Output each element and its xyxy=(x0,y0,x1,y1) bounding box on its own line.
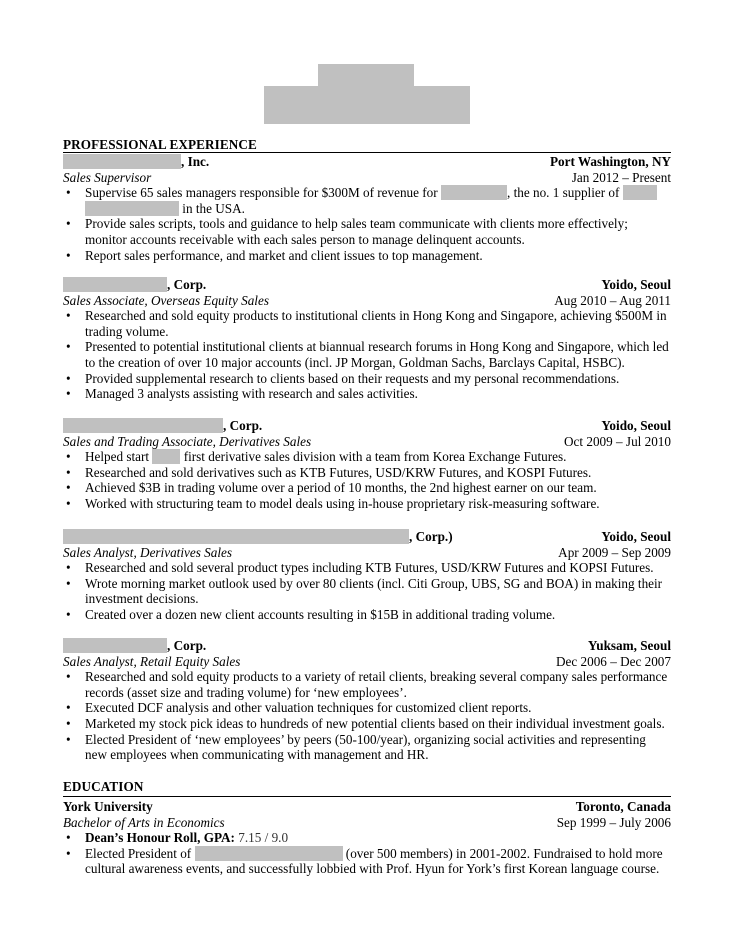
bullet-item: • Researched and sold equity products to institutional clients in Hong Kong and Singapore, achieving $500M in trading volume. xyxy=(63,308,671,339)
redacted-contact xyxy=(264,86,470,124)
redacted-company xyxy=(63,529,409,544)
bullet-item: • Provided supplemental research to clients based on their requests and my personal recommendations. xyxy=(63,371,671,387)
education-rule xyxy=(63,796,671,797)
redacted-name xyxy=(318,64,414,86)
job-entry xyxy=(63,154,671,263)
company-suffix: , Corp.) xyxy=(409,529,453,544)
bullet-item: • Wrote morning market outlook used by over 80 clients (incl. Citi Group, UBS, SG and BOA) in making their investment decisions. xyxy=(63,576,671,607)
bullet-item: • Supervise 65 sales managers responsible for $300M of revenue for , the no. 1 supplier of in the USA. xyxy=(63,185,671,216)
job-location: Yuksam, Seoul xyxy=(587,638,671,653)
education-bullets xyxy=(63,830,671,877)
company-name xyxy=(63,638,206,654)
bullet-item: • Created over a dozen new client accounts resulting in $15B in additional trading volume. xyxy=(63,607,671,623)
bullet-item: • Achieved $3B in trading volume over a period of 10 months, the 2nd highest earner on our team. xyxy=(63,480,671,496)
degree: Bachelor of Arts in Economics xyxy=(63,814,225,830)
job-dates: Jan 2012 – Present xyxy=(571,169,671,185)
education-entry xyxy=(63,799,671,877)
company-name xyxy=(63,277,206,293)
job-bullets xyxy=(63,185,671,263)
bullet-item: • Presented to potential institutional clients at biannual research forums in Hong Kong and Singapore, which led to the creation of over 10 major accounts (incl. JP Morgan, Goldman Sachs, Barclays Capital, HSBC). xyxy=(63,339,671,370)
job-bullets xyxy=(63,669,671,763)
job-bullets xyxy=(63,449,671,511)
bullet-item: • Provide sales scripts, tools and guidance to help sales team communicate with clients more effectively; monitor accounts receivable with each sales person to manage delinquent accounts. xyxy=(63,216,671,247)
company-name xyxy=(63,154,209,170)
redacted-text xyxy=(623,185,657,200)
redacted-company xyxy=(63,277,167,292)
bullet-item: • Elected President of ‘new employees’ by peers (50-100/year), organizing social activities and representing new employees when communicating with management and HR. xyxy=(63,732,671,763)
bullet-item: • Managed 3 analysts assisting with research and sales activities. xyxy=(63,386,671,402)
company-name xyxy=(63,418,262,434)
redacted-company xyxy=(63,638,167,653)
job-title: Sales and Trading Associate, Derivatives Sales xyxy=(63,433,312,449)
job-location: Port Washington, NY xyxy=(549,154,671,169)
bullet-item: • Helped start first derivative sales division with a team from Korea Exchange Futures. xyxy=(63,449,671,465)
redacted-company xyxy=(63,418,223,433)
bullet-item: • Dean’s Honour Roll, GPA: 7.15 / 9.0 xyxy=(63,830,671,846)
job-entry xyxy=(63,529,671,623)
job-location: Yoido, Seoul xyxy=(601,277,671,292)
redacted-text xyxy=(441,185,507,200)
job-title: Sales Associate, Overseas Equity Sales xyxy=(63,292,269,308)
job-dates: Dec 2006 – Dec 2007 xyxy=(556,653,671,669)
bullet-item: • Marketed my stock pick ideas to hundreds of new potential clients based on their individual investment goals. xyxy=(63,716,671,732)
school-name: York University xyxy=(63,799,153,814)
company-name xyxy=(63,529,453,545)
job-entry xyxy=(63,638,671,763)
job-dates: Oct 2009 – Jul 2010 xyxy=(564,433,671,449)
company-suffix: , Corp. xyxy=(167,638,207,653)
bullet-item: • Researched and sold equity products to a variety of retail clients, breaking several company sales performance records (asset size and trading volume) for ‘new employees’. xyxy=(63,669,671,700)
job-title: Sales Supervisor xyxy=(63,169,152,185)
bullet-item: • Report sales performance, and market and client issues to top management. xyxy=(63,248,671,264)
bullet-item: • Researched and sold several product types including KTB Futures, USD/KRW Futures and KOPSI Futures. xyxy=(63,560,671,576)
bullet-item: • Researched and sold derivatives such as KTB Futures, USD/KRW Futures, and KOSPI Futures. xyxy=(63,465,671,481)
company-suffix: , Inc. xyxy=(181,154,210,169)
job-location: Yoido, Seoul xyxy=(601,529,671,544)
redacted-text xyxy=(85,201,179,216)
job-title: Sales Analyst, Derivatives Sales xyxy=(63,544,232,560)
bullet-item: • Executed DCF analysis and other valuation techniques for customized client reports. xyxy=(63,700,671,716)
job-bullets xyxy=(63,560,671,622)
bullet-item: • Worked with structuring team to model deals using in-house proprietary risk-measuring software. xyxy=(63,496,671,512)
job-location: Yoido, Seoul xyxy=(601,418,671,433)
bullet-item: • Elected President of (over 500 members) in 2001-2002. Fundraised to hold more cultural awareness events, and successfully lobbied with Prof. Hyun for York’s first Korean language course. xyxy=(63,846,671,877)
school-location: Toronto, Canada xyxy=(575,799,671,814)
redacted-text xyxy=(195,846,343,861)
education-dates: Sep 1999 – July 2006 xyxy=(556,814,671,830)
redacted-company xyxy=(63,154,181,169)
experience-rule xyxy=(63,152,671,153)
job-bullets xyxy=(63,308,671,402)
redacted-text xyxy=(152,449,180,464)
company-suffix: , Corp. xyxy=(167,277,207,292)
job-dates: Aug 2010 – Aug 2011 xyxy=(554,292,671,308)
job-entry xyxy=(63,277,671,402)
education-heading: EDUCATION xyxy=(63,779,144,794)
job-entry xyxy=(63,418,671,512)
company-suffix: , Corp. xyxy=(223,418,263,433)
job-title: Sales Analyst, Retail Equity Sales xyxy=(63,653,241,669)
experience-heading: PROFESSIONAL EXPERIENCE xyxy=(63,137,257,152)
job-dates: Apr 2009 – Sep 2009 xyxy=(558,544,671,560)
